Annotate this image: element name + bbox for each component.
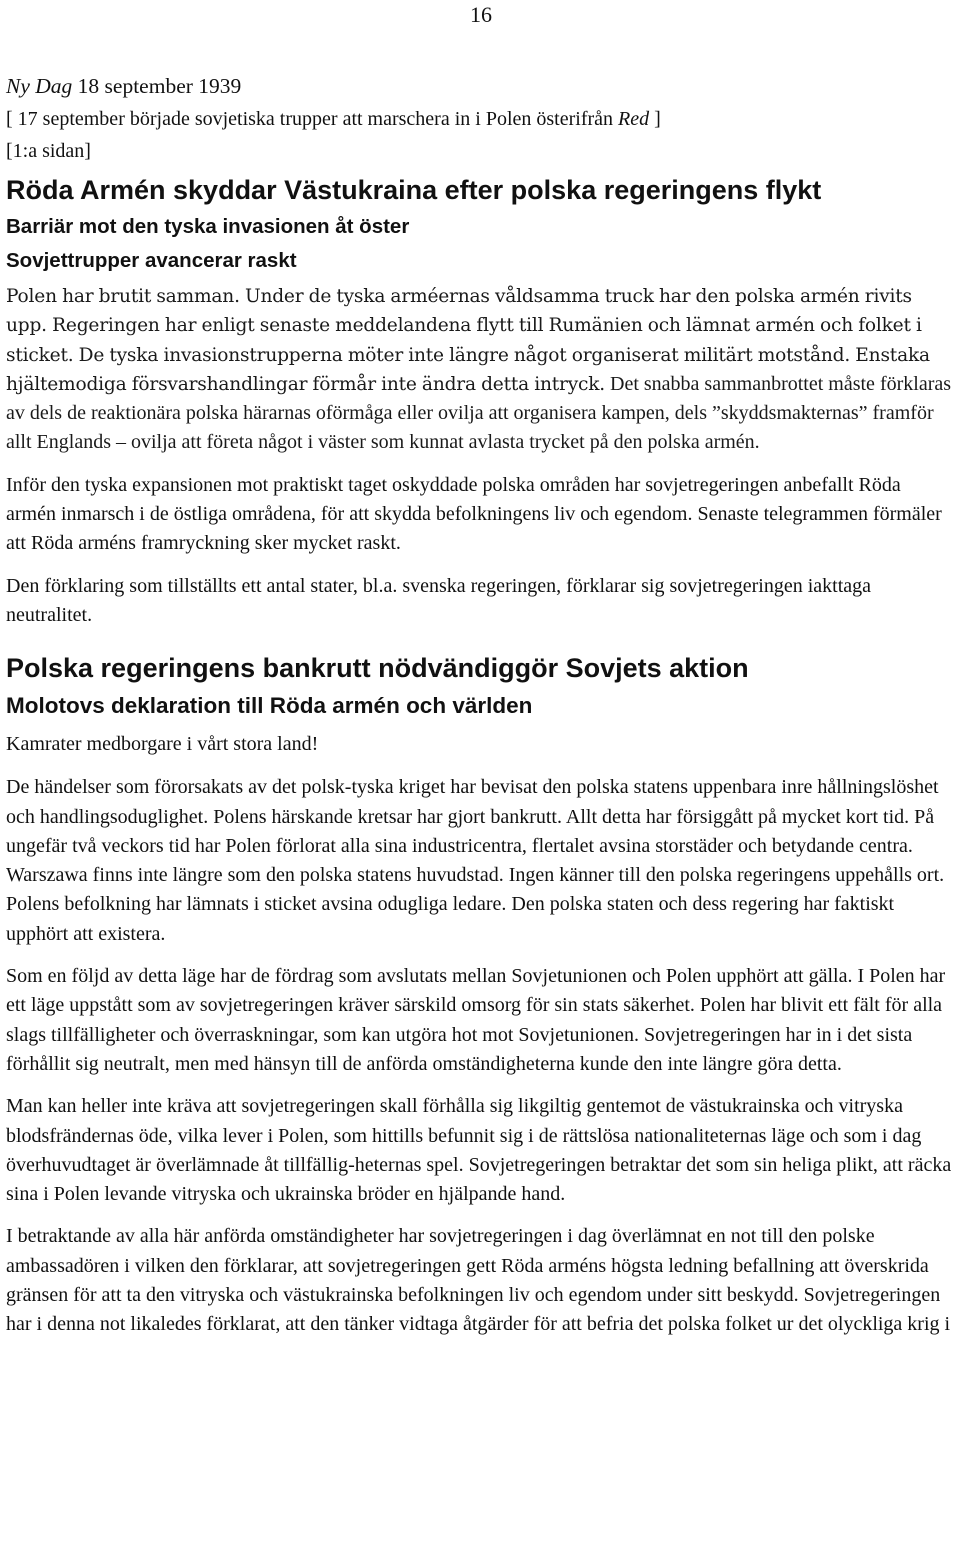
article-paragraph: Den förklaring som tillställts ett antal stater, bl.a. svenska regeringen, förklarar sig sovjetregeringen iakttaga neutralitet. (6, 574, 872, 626)
lead-text: Polen har brutit samman. Under de tyska arméernas våldsamma truck har den polska armén rivits upp. Regeringen har enligt senaste meddelandena flytt till Rumänien och lämnat armén och folket i sticket. De tyska invasionstrupperna möter inte längre något organiserat militärt motstånd. Enstaka hjältemodiga försvarshandlingar förmår inte ändra detta intryck. (6, 286, 930, 395)
article-subheadline: Barriär mot den tyska invasionen åt öster (6, 215, 410, 238)
document-body (6, 71, 952, 1340)
editor-note (6, 104, 952, 134)
newspaper-name: Ny Dag (6, 74, 73, 98)
article-headline: Polska regeringens bankrutt nödvändiggör Sovjets aktion (6, 653, 749, 684)
article-paragraph: I betraktande av alla här anförda omständigheter har sovjetregeringen i dag överlämnat en not till den polske ambassadören i vilken den förklarar, att sovjetregeringen gett Röda arméns högsta ledning befallning att överskrida gränsen för att ta den vitryska och västukrainska befolkningen liv och egendom under sitt beskydd. Sovjetregeringen har i denna not likaledes förklarat, att den tänker vidtaga åtgärder för att befria det polska folket ur det olyckliga krig i (6, 1225, 951, 1336)
editor-note-text: [ 17 september började sovjetiska trupper att marschera in i Polen österifrån (6, 108, 619, 130)
editor-note-close: ] (649, 108, 661, 130)
publication-date: 18 september 1939 (72, 74, 242, 98)
page-number: 16 (470, 2, 492, 27)
article-paragraph: Inför den tyska expansionen mot praktiskt taget oskyddade polska områden har sovjetregeringen anbefallt Röda armén inmarsch i de östliga områdena, för att skydda befolkningens liv och egendom. Senaste telegrammen förmäler att Röda arméns framryckning sker mycket raskt. (6, 473, 942, 555)
article-paragraph: De händelser som förorsakats av det polsk-tyska kriget har bevisat den polska statens uppenbara inre hållningslöshet och handlingsoduglighet. Polens härskande kretsar har gjort bankrutt. Allt detta har försiggått på mycket kort tid. På ungefär två veckors tid har Polen förlorat alla sina industricentra, flertalet avsina storstäder och betydande centra. Warszawa finns inte längre som den polska statens huvudstad. Ingen känner till den polska regeringens uppehålls ort. Polens befolkning har lämnats i sticket avsina odugliga ledare. Den polska staten och dess regering har faktiskt upphört att existera. (6, 776, 945, 945)
source-line (6, 71, 952, 101)
article-subheadline: Sovjettrupper avancerar raskt (6, 249, 297, 272)
editor-signature: Red (618, 108, 650, 130)
article-subheadline: Molotovs deklaration till Röda armén och världen (6, 693, 533, 719)
article-headline: Röda Armén skyddar Västukraina efter polska regeringens flykt (6, 175, 822, 205)
article-paragraph: Som en följd av detta läge har de fördrag som avslutats mellan Sovjetunionen och Polen upphört att gälla. I Polen har ett läge uppstått som av sovjetregeringen kräver särskild omsorg för sin stats säkerhet. Polen har blivit ett fält för alla slags tillfälligheter och överraskningar, som kan utgöra hot mot Sovjetunionen. Sovjetregeringen har in i det sista förhållit sig neutralt, men med hänsyn till de anförda omständigheterna kunde den inte längre göra detta. (6, 965, 946, 1075)
page-reference: [1:a sidan] (6, 140, 91, 162)
article-lead (6, 282, 952, 458)
lead-continuation: Det snabba sammanbrottet måste förklaras av dels de reaktionära polska härarnas oförmåga eller ovilja att organisera kampen, dels ”skyddsmakternas” framför allt Englands – ovilja att företa något i väster som kunnat avlasta trycket på den polska armén. (6, 372, 952, 454)
article-paragraph: Man kan heller inte kräva att sovjetregeringen skall förhålla sig likgiltig gentemot de västukrainska och vitryska blodsfrändernas öde, vilka lever i Polen, som hittills befunnit sig i de rättslösa nationaliteternas läge och som i dag överhuvudtaget är överlämnade åt tillfällig-heternas spel. Sovjetregeringen betraktar det som sin heliga plikt, att räcka sina i Polen levande vitryska och ukrainska bröder en hjälpande hand. (6, 1095, 952, 1206)
greeting: Kamrater medborgare i vårt stora land! (6, 733, 319, 756)
